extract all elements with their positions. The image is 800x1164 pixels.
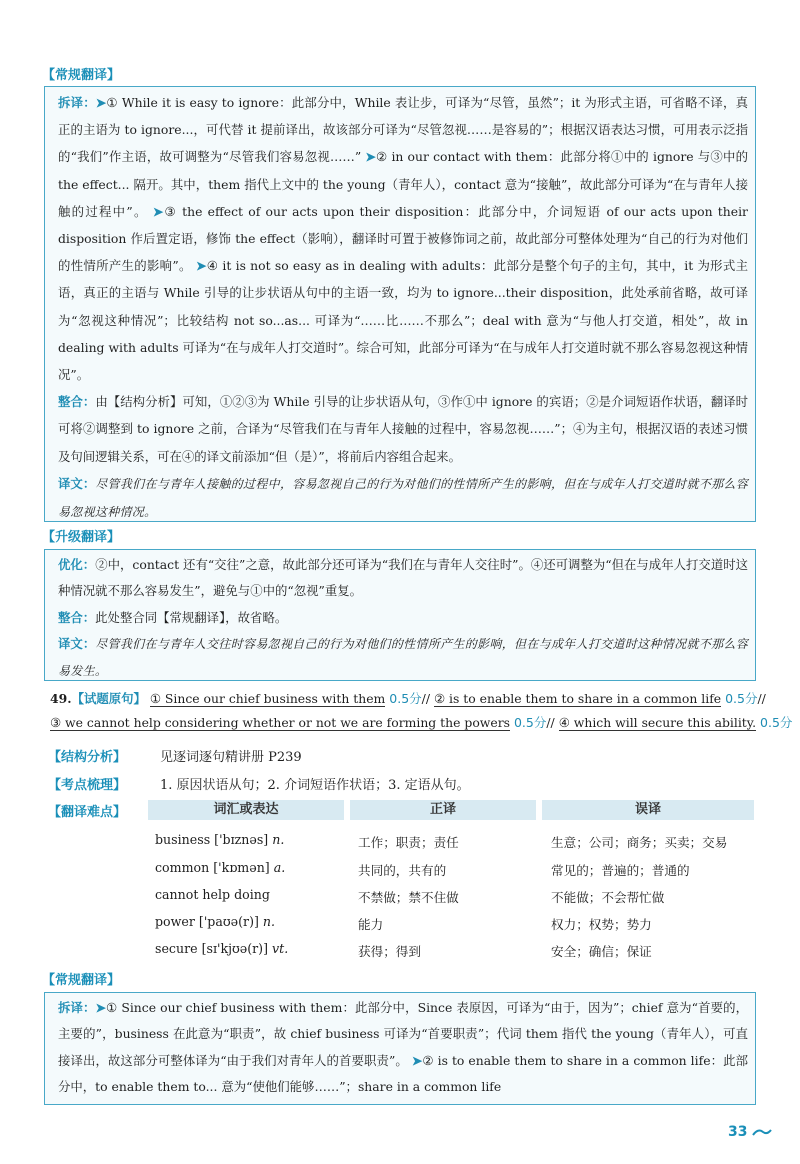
score-badge: 0.5分 xyxy=(760,715,793,730)
upgrade-translation-text xyxy=(58,552,748,684)
book-corner-icon xyxy=(752,1127,772,1137)
table-row-wrong: 不能做；不会帮忙做 xyxy=(551,890,665,905)
triangle-arrow-icon: ➤ xyxy=(95,1000,106,1015)
optimize-text: ②中，contact 还有“交往”之意，故此部分还可译为“我们在与青年人交往时”。④还可调整为“但在与成年人打交道时这种情况就不那么容易发生”，避免与①中的“忽视”重复。 xyxy=(58,557,749,599)
optimize-label: 优化： xyxy=(58,557,96,572)
question-segment-3: ③ we cannot help considering whether or not we are forming the powers xyxy=(50,715,511,730)
split-segment-2: ② is to enable them to share in a common life：此部分中，to enable them to... 意为“使他们能够……”；share in a common life xyxy=(58,1052,748,1095)
question-49-line-1 xyxy=(50,689,766,709)
table-row-word: business ['bɪznəs] n. xyxy=(155,832,285,847)
table-row-wrong: 安全；确信；保证 xyxy=(551,944,652,959)
split-label: 拆译： xyxy=(58,1000,96,1015)
table-row-word: power ['paʊə(r)] n. xyxy=(155,914,276,929)
merge-label: 整合： xyxy=(58,609,96,625)
question-segment-2: ② is to enable them to share in a common life xyxy=(433,691,722,706)
table-row-wrong: 权力；权势；势力 xyxy=(551,917,652,932)
triangle-arrow-icon: ➤ xyxy=(365,149,376,165)
segment-separator: // xyxy=(421,691,431,706)
table-row-word: secure [sɪ'kjʊə(r)] vt. xyxy=(155,941,289,956)
split-segment-2: ② in our contact with them：此部分将①中的 ignore 与③中的 the effect... 隔开。其中，them 指代上文中的 the young（青年人），contact 意为“接触”，故此部分可译为“在与青年人接触的过程中”。 xyxy=(58,149,748,219)
segment-separator: // xyxy=(546,715,555,730)
score-badge: 0.5分 xyxy=(389,691,422,706)
table-row-correct: 能力 xyxy=(358,917,384,932)
translation-difficulty-row xyxy=(48,801,160,820)
split-segment-1: ① While it is easy to ignore：此部分中，While 表让步，可译为“尽管，虽然”；it 为形式主语，可省略不译，真正的主语为 to ignore...，可代替 it 提前译出，故该部分可译为“尽管忽视……是容易的”；根据汉语表达习惯，可用表示泛指的“我们”作主语，故可调整为“尽管我们容易忽视……” xyxy=(58,95,748,165)
structure-analysis-row xyxy=(48,746,302,765)
key-points-tag: 【考点梳理】 xyxy=(48,778,127,793)
question-tag: 【试题原句】 xyxy=(71,691,146,706)
normal-translation-text xyxy=(58,995,748,1102)
translation-text: 尽管我们在与青年人交往时容易忽视自己的行为对他们的性情所产生的影响，但在与成年人打交道时这种情况就不那么容易发生。 xyxy=(58,637,749,678)
structure-analysis-text: 见逐词逐句精讲册 P239 xyxy=(160,750,302,765)
table-row-wrong: 常见的；普遍的；普通的 xyxy=(551,863,690,878)
table-row-word: cannot help doing xyxy=(155,887,270,902)
question-number: 49. xyxy=(50,691,72,706)
key-points-row xyxy=(48,774,470,793)
triangle-arrow-icon: ➤ xyxy=(196,258,207,274)
split-segment-4: ④ it is not so easy as in dealing with adults：此部分是整个句子的主句，其中，it 为形式主语，真正的主语与 While 引导的让步状语从句中的主语一致，均为 to ignore...their disposition，此处承前省略，故可译为“忽视这种情况”；比较结构 not so...as... 可译为“……比……不那么”；deal with 意为“与他人打交道，相处”，故 in dealing with adults 可译为“在与成年人打交道时”。综合可知，此部分可译为“在与成年人打交道时就不那么容易忽视这种情况”。 xyxy=(58,258,748,383)
table-header-vocab: 词汇或表达 xyxy=(148,800,344,820)
structure-analysis-tag: 【结构分析】 xyxy=(48,750,127,765)
split-segment-1: ① Since our chief business with them：此部分中，Since 表原因，可译为“由于，因为”；chief 意为“首要的，主要的”，business 在此意为“职责”，故 chief business 可译为“首要职责”；代词 them 指代 the young（青年人），可直接译出，故这部分可整体译为“由于我们对青年人的首要职责”。 xyxy=(58,1000,748,1068)
table-row-correct: 不禁做；禁不住做 xyxy=(358,890,459,905)
score-badge: 0.5分 xyxy=(725,691,758,706)
section-tag-upgrade-translation: 【升级翻译】 xyxy=(42,530,121,545)
triangle-arrow-icon: ➤ xyxy=(411,1052,423,1068)
table-row-correct: 工作；职责；责任 xyxy=(358,835,459,850)
split-label: 拆译： xyxy=(58,95,96,110)
merge-label: 整合： xyxy=(58,394,96,410)
translation-label: 译文： xyxy=(58,475,96,491)
translation-text: 尽管我们在与青年人接触的过程中，容易忽视自己的行为对他们的性情所产生的影响，但在与成年人打交道时就不那么容易忽视这种情况。 xyxy=(58,476,749,520)
triangle-arrow-icon: ➤ xyxy=(152,203,164,219)
question-49-line-2 xyxy=(50,713,792,733)
merge-text: 由【结构分析】可知，①②③为 While 引导的让步状语从句，③作①中 ignore 的宾语；②是介词短语作状语，翻译时可将②调整到 to ignore 之前，合译为“尽管我们在与青年人接触的过程中，容易忽视……”；④为主句，根据汉语的表述习惯及句间逻辑关系，可在④的译文前添加“但（是）”，将前后内容组合起来。 xyxy=(58,394,748,464)
section-tag-normal-translation: 【常规翻译】 xyxy=(42,68,121,83)
question-segment-1: ① Since our chief business with them xyxy=(149,691,386,706)
table-header-wrong: 误译 xyxy=(542,800,754,820)
key-points-text: 1. 原因状语从句；2. 介词短语作状语；3. 定语从句。 xyxy=(160,778,470,793)
triangle-arrow-icon: ➤ xyxy=(95,95,107,110)
question-segment-4: ④ which will secure this ability. xyxy=(558,715,757,730)
section-tag-normal-translation: 【常规翻译】 xyxy=(42,973,121,988)
segment-separator: // xyxy=(757,691,766,706)
table-row-wrong: 生意；公司；商务；买卖；交易 xyxy=(551,835,728,850)
split-segment-3: ③ the effect of our acts upon their disposition：此部分中，介词短语 of our acts upon their disposition 作后置定语，修饰 the effect（影响），翻译时可置于被修饰词之前，故此部分可整体处理为“自己的行为对他们的性情所产生的影响”。 xyxy=(58,203,748,274)
table-row-correct: 共同的，共有的 xyxy=(358,863,447,878)
table-row-correct: 获得；得到 xyxy=(358,944,421,959)
merge-text: 此处整合同【常规翻译】，故省略。 xyxy=(95,609,288,625)
translation-label: 译文： xyxy=(58,636,96,652)
normal-translation-text xyxy=(58,89,748,526)
score-badge: 0.5分 xyxy=(513,715,547,730)
page-number: 33 xyxy=(728,1124,772,1140)
translation-difficulty-tag: 【翻译难点】 xyxy=(48,805,127,820)
table-row-word: common ['kɒmən] a. xyxy=(155,860,286,875)
table-header-correct: 正译 xyxy=(350,800,536,820)
